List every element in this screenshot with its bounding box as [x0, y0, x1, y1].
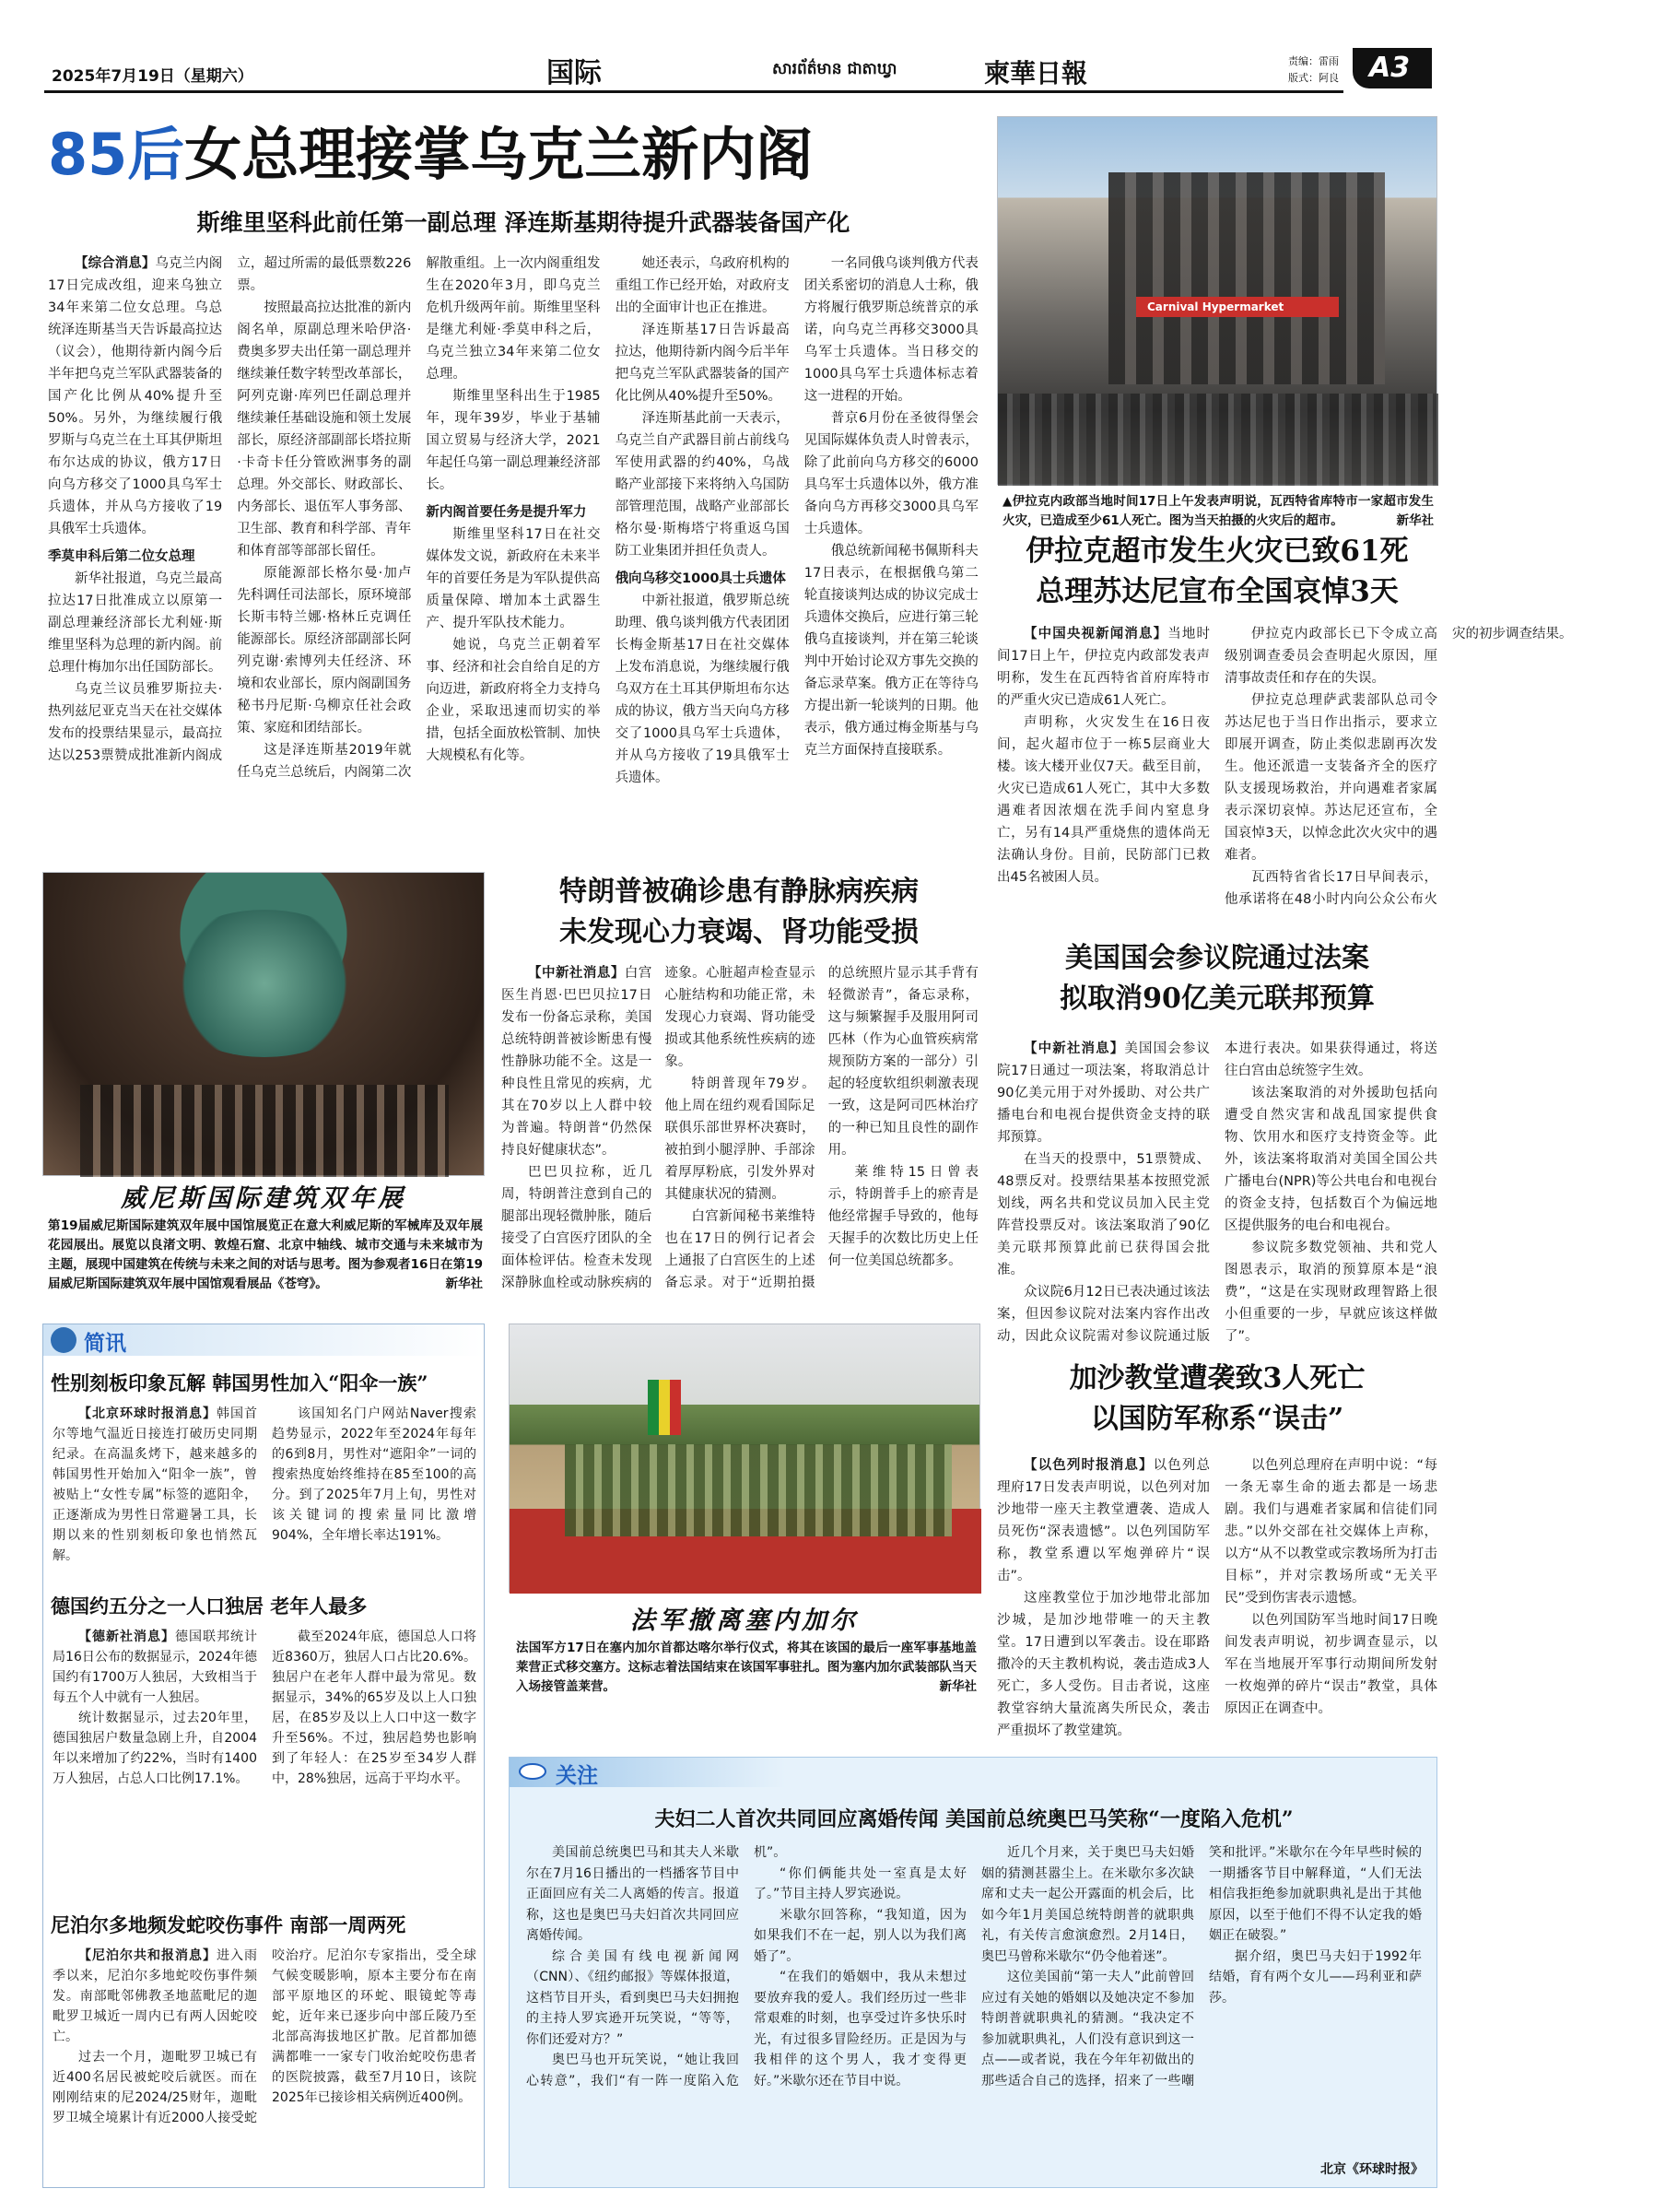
masthead [44, 46, 1437, 92]
gaza-source: 【以色列时报消息】 [1024, 1458, 1154, 1473]
lead-paragraph: 【综合消息】乌克兰内阁17日完成改组，迎来乌独立34年来第二位女总理。乌总统泽连斯基当天告诉最高拉达（议会），他期待新内阁今后半年把乌克兰军队武器装备的国产化比例从40%提升至50%。另外，为继续履行俄罗斯与乌克兰在土耳其伊斯坦布尔达成的协议，俄方17日向乌方移交了1000具乌军士兵遗体，并从乌方接收了19具俄军士兵遗体。 [48, 256, 223, 536]
pavilion-installation [154, 910, 375, 1057]
photo-credit: 新华社 [1396, 513, 1434, 528]
gaza-paragraph: 以色列总理府在声明中说：“每一条无辜生命的逝去都是一场悲剧。我们与遇难者家属和信徒们同悲。”以外交部在社交媒体上声称，以方“从不以教堂或宗教场所为打击目标”，并对宗教场所或“无关平民”受到伤害表示遗憾。 [1225, 1458, 1437, 1606]
nepal-headline: 尼泊尔多地频发蛇咬伤事件 南部一周两死 [51, 1913, 406, 1936]
lead-headline-accent: 85后 [48, 121, 185, 188]
congress-body: 【中新社消息】美国国会参议院17日通过一项法案，将取消总计90亿美元用于对外援助、对公共广播电台和电视台提供资金支持的联邦预算。 在当天的投票中，51票赞成、48票反对。投票结果基本按照党派划线，两名共和党议员加入民主党阵营投票反对。该法案取消了90亿美元联邦预算此前已获得国会批准。 众议院6月12日已表决通过该法案，但因参议院对法案内容作出改动，因此众议院需对参议院通过版本进行表决。如果获得通过，将送往白宫由总统签字生效。 该法案取消的对外援助包括向遭受自然灾害和战乱国家提供食物、饮用水和医疗支持资金等。此外，该法案将取消对美国全国公共广播电台(NPR)等公共电台和电视台的资金支持，包括数百个为偏远地区提供服务的电台和电视台。 参议院多数党领袖、共和党人图恩表示，取消的预算原本是“浪费”，“这是在实现财政理智路上很小但重要的一步，早就应该这样做了”。 [997, 1038, 1437, 1351]
senegal-photo [509, 1324, 980, 1593]
gaza-paragraph: 这座教堂位于加沙地带北部加沙城，是加沙地带唯一的天主教堂。17日遭到以军袭击。设在耶路撒冷的天主教机构说，袭击造成3人死亡，多人受伤。目击者说，这座教堂容纳大量流离失所民众，袭击严重损坏了教堂建筑。 [997, 1591, 1210, 1738]
nepal-body: 【尼泊尔共和报消息】进入雨季以来，尼泊尔多地蛇咬伤事件频发。南部毗邻佛教圣地蓝毗尼的迦毗罗卫城近一周内已有两人因蛇咬亡。 过去一个月，迦毗罗卫城已有近400名居民被蛇咬后就医。而在刚刚结束的尼2024/25财年，迦毗罗卫城全境累计有近2000人接受蛇咬治疗。尼泊尔专家指出，受全球气候变暖影响，原本主要分布在南部平原地区的环蛇、眼镜蛇等毒蛇，近年来已逐步向中部丘陵乃至北部高海拔地区扩散。尼首都加德满都唯一一家专门收治蛇咬伤患者的医院披露，截至7月10日，该院2025年已接诊相关病例近400例。 [53, 1946, 476, 2180]
brief-label-bar [43, 1324, 484, 1356]
congress-paragraph: 参议院多数党领袖、共和党人图恩表示，取消的预算原本是“浪费”，“这是在实现财政理智路上很小但重要的一步，早就应该这样做了”。 [1225, 1241, 1437, 1344]
germany-body: 【德新社消息】德国联邦统计局16日公布的数据显示，2024年德国约有1700万人独居，大致相当于每五个人中就有一人独居。 统计数据显示，过去20年里，德国独居户数量急剧上升，自2004年以来增加了约22%，当时有1400万人独居，占总人口比例17.1%。 截至2024年底，德国总人口将近8360万，独居人口占比20.6%。独居户在老年人群中最为常见。数据显示，34%的65岁及以上人口独居，在85岁及以上人口中这一数字升至56%。不过，独居趋势也影响到了年轻人：在25岁至34岁人群中，28%独居，远高于平均水平。 [53, 1627, 476, 1903]
store-sign [1136, 297, 1339, 317]
focus-label-bar [510, 1758, 786, 1787]
lead-paragraph: 她说，乌克兰正朝着军事、经济和社会自给自足的方向迈进，新政府将全力支持乌企业，采取迅速而切实的举措，包括全面放松管制、加快大规模私有化等。 [426, 638, 601, 763]
nepal-source: 【尼泊尔共和报消息】 [78, 1948, 217, 1963]
lead-subhead: 斯维里坚科此前任第一副总理 泽连斯基期待提升武器装备国产化 [196, 209, 850, 236]
iraq-paragraph: 瓦西特省省长17日早间表示，他承诺将在48小时内向公众公布火灾的初步调查结果。 [1225, 627, 1573, 907]
photo-credit: 新华社 [939, 1679, 977, 1694]
editor-label: 责编：雷雨 [1288, 55, 1339, 67]
nepal-paragraph: 过去一个月，迦毗罗卫城已有近400名居民被蛇咬后就医。而在刚刚结束的尼2024/25财年，迦毗罗卫城全境累计有近2000人接受蛇咬治疗。尼泊尔专家指出，受全球气候变暖影响，原本主要分布在南部平原地区的环蛇、眼镜蛇等毒蛇，近年来已逐步向中部丘陵乃至北部高海拔地区扩散。尼首都加德满都唯一一家专门收治蛇咬伤患者的医院披露，截至7月10日，该院2025年已接诊相关病例近400例。 [53, 1948, 476, 2125]
focus-section [509, 1757, 1437, 2188]
lead-headline [48, 109, 988, 192]
brief-label: 简讯 [84, 1331, 126, 1356]
trump-headline: 特朗普被确诊患有静脉病疾病 未发现心力衰竭、肾功能受损 [559, 876, 919, 948]
eye-icon [519, 1763, 546, 1780]
globe-icon [51, 1327, 76, 1353]
lead-source: 【综合消息】 [75, 256, 156, 271]
lead-paragraph: 原能源部长格尔曼·加卢先科调任司法部长，原环境部长斯韦特兰娜·格林丘克调任能源部长。原经济部副部长阿列克谢·索博列夫任经济、环境和农业部长，原内阁副国务秘书丹尼斯·乌柳京任社会政策、家庭和团结部长。 [237, 566, 412, 735]
venice-caption: 第19届威尼斯国际建筑双年展中国馆展览正在意大利威尼斯的军械库及双年展花园展出。展览以良渚文明、敦煌石窟、北京中轴线、城市交通与未来城市为主题，展现中国建筑在传统与未来之间的对话与思考。图为参观者16日在第19届威尼斯国际建筑双年展中国馆观看展品《苍穹》。 新华社 [48, 1217, 483, 1294]
issue-date: 2025年7月19日（星期六） [52, 67, 253, 86]
france-title: 法军撤离塞内加尔 [630, 1606, 859, 1635]
germany-paragraph: 截至2024年底，德国总人口将近8360万，独居人口占比20.6%。独居户在老年人群中最为常见。数据显示，34%的65岁及以上人口独居，在85岁及以上人口中这一数字升至56%。不过，独居趋势也影响到了年轻人：在25岁至34岁人群中，28%独居，远高于平均水平。 [272, 1630, 476, 1786]
congress-paragraph: 在当天的投票中，51票赞成、48票反对。投票结果基本按照党派划线，两名共和党议员加入民主党阵营投票反对。该法案取消了90亿美元联邦预算此前已获得国会批准。 [997, 1152, 1210, 1277]
france-caption: 法国军方17日在塞内加尔首都达喀尔举行仪式，将其在该国的最后一座军事基地盖莱营正式移交塞方。这标志着法国结束在该国军事驻扎。图为塞内加尔武装部队当天入场接管盖莱营。 新华社 [516, 1639, 977, 1697]
lead-paragraph: 新华社报道，乌克兰最高拉达17日批准成立以原第一副总理兼经济部长尤利娅·斯维里坚科为总理的新内阁。前总理什梅加尔出任国防部长。 [48, 571, 223, 675]
germany-headline: 德国约五分之一人口独居 老年人最多 [51, 1594, 368, 1618]
lead-body [48, 253, 979, 833]
focus-headline: 夫妇二人首次共同回应离婚传闻 美国前总统奥巴马笑称“一度陷入危机” [654, 1807, 1294, 1831]
gaza-body: 【以色列时报消息】以色列总理府17日发表声明说，以色列对加沙地带一座天主教堂遭袭、造成人员死伤“深表遗憾”。以色列国防军称，教堂系遭以军炮弹碎片“误击”。 这座教堂位于加沙地带北部加沙城，是加沙地带唯一的天主教堂。17日遭到以军袭击。设在耶路撒冷的天主教机构说，袭击造成3人死亡，多人受伤。目击者说，这座教堂容纳大量流离失所民众，袭击严重损坏了教堂建筑。 以色列总理府在声明中说：“每一条无辜生命的逝去都是一场悲剧。我们与遇难者家属和信徒们同悲。”以外交部在社交媒体上声称，以方“从不以教堂或宗教场所为打击目标”，并对宗教场所或“无关平民”受到伤害表示遗憾。 以色列国防军当地时间17日晚间发表声明说，初步调查显示，以军在当地展开军事行动期间所发射一枚炮弹的碎片“误击”教堂，具体原因正在调查中。 [997, 1454, 1437, 1753]
congress-paragraph: 该法案取消的对外援助包括向遭受自然灾害和战乱国家提供食物、饮用水和医疗支持资金等。此外，该法案将取消对美国全国公共广播电台(NPR)等公共电台和电视台的资金支持，包括数百个为偏远地区提供服务的电台和电视台。 [1225, 1086, 1437, 1233]
iraq-fire-photo [997, 116, 1437, 485]
korea-headline: 性别刻板印象瓦解 韩国男性加入“阳伞一族” [51, 1371, 428, 1394]
trump-paragraph: 莱维特15日曾表示，特朗普手上的瘀青是他经常握手导致的，他每天握手的次数比历史上任何一位美国总统都多。 [827, 1165, 979, 1268]
iraq-photo-caption: ▲伊拉克内政部当地时间17日上午发表声明说，瓦西特省库特市一家超市发生火灾，已造成至少61人死亡。图为当天拍摄的火灾后的超市。 新华社 [1003, 492, 1434, 531]
flag-icon [648, 1380, 681, 1435]
lead-paragraph: 她还表示，乌政府机构的重组工作已经开始，对政府支出的全面审计也正在推进。 [615, 256, 790, 315]
gaza-paragraph: 以色列国防军当地时间17日晚间发表声明说，初步调查显示，以军在当地展开军事行动期间所发射一枚炮弹的碎片“误击”教堂，具体原因正在调查中。 [1225, 1613, 1437, 1716]
trump-paragraph: 巴巴贝拉称，近几周，特朗普注意到自己的腿部出现轻微肿胀，随后接受了白宫医疗团队的全面体检评估。检查未发现深静脉血栓或动脉疾病的迹象。心脏超声检查显示心脏结构和功能正常，未发现心力衰竭、肾功能受损或其他系统性疾病的迹象。 [501, 966, 815, 1290]
focus-paragraph: “你们俩能共处一室真是太好了。”节目主持人罗宾逊说。 [754, 1865, 967, 1901]
lead-paragraph: 泽连斯基17日告诉最高拉达，他期待新内阁今后半年把乌克兰军队武器装备的国产化比例从40%提升至50%。 [615, 323, 790, 404]
korea-source: 【北京环球时报消息】 [78, 1406, 217, 1421]
lead-paragraph: 一名同俄乌谈判俄方代表团关系密切的消息人士称，俄方将履行俄罗斯总统普京的承诺，向乌克兰再移交3000具乌军士兵遗体。当日移交的1000具乌军士兵遗体标志着这一进程的开始。 [803, 256, 979, 404]
iraq-paragraph: 伊拉克内政部长已下令成立高级别调查委员会查明起火原因，厘清事故责任和存在的失误。 [1225, 627, 1437, 686]
iraq-paragraph: 声明称，火灾发生在16日夜间，起火超市位于一栋5层商业大楼。该大楼开业仅7天。截至目前，火灾已造成61人死亡，其中大多数遇难者因浓烟在洗手间内窒息身亡，另有14具严重烧焦的遗体尚无法确认身份。目前，民防部门已救出45名被困人员。 [997, 715, 1210, 885]
lead-paragraph: 这是泽连斯基2019年就任乌克兰总统后，内阁第二次解散重组。上一次内阁重组发生在2020年3月，即乌克兰危机升级两年前。斯维里坚科是继尤利娅·季莫申科之后，乌克兰独立34年来第二位女总理。 [237, 256, 601, 780]
brief-section [42, 1324, 485, 2188]
focus-body [526, 1842, 1422, 2152]
lead-subtitle: 季莫申科后第二位女总理 [48, 549, 195, 564]
germany-source: 【德新社消息】 [78, 1630, 175, 1644]
visitors [80, 1085, 449, 1177]
germany-paragraph: 统计数据显示，过去20年里，德国独居户数量急剧上升，自2004年以来增加了约22%，当时有1400万人独居，占总人口比例17.1%。 [53, 1711, 257, 1786]
focus-paragraph: 米歇尔回答称，“我知道，因为如果我们不在一起，别人以为我们离婚了”。 [754, 1907, 967, 1964]
trump-body: 【中新社消息】白宫医生肖恩·巴巴贝拉17日发布一份备忘录称，美国总统特朗普被诊断患有慢性静脉功能不全。这是一种良性且常见的疾病，尤其在70岁以上人群中较为普遍。特朗普“仍然保持良好健康状态”。 巴巴贝拉称，近几周，特朗普注意到自己的腿部出现轻微肿胀，随后接受了白宫医疗团队的全面体检评估。检查未发现深静脉血栓或动脉疾病的迹象。心脏超声检查显示心脏结构和功能正常，未发现心力衰竭、肾功能受损或其他系统性疾病的迹象。 特朗普现年79岁。他上周在纽约观看国际足联俱乐部世界杯决赛时，被拍到小腿浮肿、手部涂着厚厚粉底，引发外界对其健康状况的猜测。 白宫新闻秘书莱维特也在17日的例行记者会上通报了白宫医生的上述备忘录。对于“近期拍摄的总统照片显示其手背有轻微淤青”，备忘录称，这与频繁握手及服用阿司匹林（作为心血管疾病常规预防方案的一部分）引起的轻度软组织刺激表现一致，这是阿司匹林治疗的一种已知且良性的副作用。 莱维特15日曾表示，特朗普手上的瘀青是他经常握手导致的，他每天握手的次数比历史上任何一位美国总统都多。 [501, 962, 979, 1311]
soldiers [565, 1444, 952, 1536]
layout-label: 版式：阿良 [1288, 72, 1339, 84]
masthead-rule [44, 90, 1343, 93]
page-number-badge [1353, 48, 1432, 88]
focus-label: 关注 [556, 1763, 598, 1788]
trump-source: 【中新社消息】 [528, 966, 625, 981]
congress-source: 【中新社消息】 [1024, 1041, 1125, 1056]
iraq-headline: 伊拉克超市发生火灾已致61死 总理苏达尼宣布全国哀悼3天 [1026, 535, 1409, 608]
iraq-paragraph: 伊拉克总理萨武裴部队总司令苏达尼也于当日作出指示，要求立即展开调查，防止类似悲剧再次发生。他还派遣一支装备齐全的医疗队支援现场救治，并向遇难者家属表示深切哀悼。苏达尼还宣布，全国哀悼3天，以悼念此次火灾中的遇难者。 [1225, 693, 1437, 863]
focus-paragraph: 奥巴马也开玩笑说，“她让我回心转意”，我们“有一阵一度陷入危机”。 [526, 1845, 787, 2088]
venice-photo [42, 872, 485, 1176]
iraq-body: 【中国央视新闻消息】当地时间17日上午，伊拉克内政部发表声明称，发生在瓦西特省首府库特市的严重火灾已造成61人死亡。 声明称，火灾发生在16日夜间，起火超市位于一栋5层商业大楼。该大楼开业仅7天。截至目前，火灾已造成61人死亡，其中大多数遇难者因浓烟在洗手间内窒息身亡，另有14具严重烧焦的遗体尚无法确认身份。目前，民防部门已救出45名被困人员。 伊拉克内政部长已下令成立高级别调查委员会查明起火原因，厘清事故责任和存在的失误。 伊拉克总理萨武裴部队总司令苏达尼也于当日作出指示，要求立即展开调查，防止类似悲剧再次发生。他还派遣一支装备齐全的医疗队支援现场救治，并向遇难者家属表示深切哀悼。苏达尼还宣布，全国哀悼3天，以悼念此次火灾中的遇难者。 瓦西特省省长17日早间表示，他承诺将在48小时内向公众公布火灾的初步调查结果。 [997, 623, 1437, 927]
lead-paragraph: 泽连斯基此前一天表示，乌克兰自产武器目前占前线乌军使用武器的约40%，乌战略产业部接下来将纳入乌国防部管理范围，战略产业部部长格尔曼·斯梅塔宁将重返乌国防工业集团并担任负责人。 [615, 411, 790, 559]
gaza-headline: 加沙教堂遭袭致3人死亡 以国防军称系“误击” [1069, 1362, 1366, 1435]
lead-paragraph: 普京6月份在圣彼得堡会见国际媒体负责人时曾表示，除了此前向乌方移交的6000具乌军士兵遗体以外，俄方准备向乌方再移交3000具乌军士兵遗体。 [803, 411, 979, 536]
crowd [998, 394, 1438, 486]
focus-paragraph: 据介绍，奥巴马夫妇于1992年结婚，育有两个女儿——玛利亚和萨莎。 [1209, 1948, 1422, 2006]
focus-credit: 北京《环球时报》 [1320, 2162, 1424, 2177]
section-title: 国际 [546, 57, 602, 89]
korea-body: 【北京环球时报消息】韩国首尔等地气温近日接连打破历史同期纪录。在高温炙烤下，越来越多的韩国男性开始加入“阳伞一族”，曾被贴上“女性专属”标签的遮阳伞，正逐渐成为男性日常避暑工具，长期以来的性别刻板印象也悄然瓦解。 该国知名门户网站Naver搜索趋势显示，2022年至2024年每年的6到8月，男性对“遮阳伞”一词的搜索热度始终维持在85至100的高分。到了2025年7月上旬，男性对该关键词的搜索量同比激增904%，全年增长率达191%。 [53, 1404, 476, 1588]
lead-paragraph: 斯维里坚科出生于1985年，现年39岁，毕业于基辅国立贸易与经济大学，2021年起任乌第一副总理兼经济部长。 [426, 389, 601, 492]
photo-credit: 新华社 [445, 1277, 483, 1291]
trump-paragraph: 白宫新闻秘书莱维特也在17日的例行记者会上通报了白宫医生的上述备忘录。对于“近期拍摄的总统照片显示其手背有轻微淤青”，备忘录称，这与频繁握手及服用阿司匹林（作为心血管疾病常规预防方案的一部分）引起的轻度软组织刺激表现一致，这是阿司匹林治疗的一种已知且良性的副作用。 [664, 966, 979, 1290]
venice-title: 威尼斯国际建筑双年展 [121, 1184, 406, 1213]
lead-paragraph: 中新社报道，俄罗斯总统助理、俄乌谈判俄方代表团团长梅金斯基17日在社交媒体上发布消息说，为继续履行俄乌双方在土耳其伊斯坦布尔达成的协议，俄方当天向乌方移交了1000具乌军士兵遗体，并从乌方接收了19具俄军士兵遗体。 [615, 594, 790, 785]
korea-paragraph: 该国知名门户网站Naver搜索趋势显示，2022年至2024年每年的6到8月，男性对“遮阳伞”一词的搜索热度始终维持在85至100的高分。到了2025年7月上旬，男性对该关键词的搜索量同比激增904%，全年增长率达191%。 [272, 1406, 476, 1543]
iraq-source: 【中国央视新闻消息】 [1024, 627, 1168, 641]
burned-building [1108, 172, 1385, 384]
focus-paragraph: “在我们的婚姻中，我从未想过要放弃我的爱人。我们经历过一些非常艰难的时刻，也享受过许多快乐时光，有过很多冒险经历。正是因为与我相伴的这个男人，我才变得更好。”米歇尔还在节目中说。 [754, 1970, 967, 2088]
lead-subtitle: 俄向乌移交1000具士兵遗体 [615, 571, 786, 586]
lead-paragraph: 乌克兰议员雅罗斯拉夫·热列兹尼亚克当天在社交媒体发布的投票结果显示，最高拉达以253票赞成批准新内阁成立，超过所需的最低票数226票。 [48, 256, 412, 763]
page-number: A3 [1369, 52, 1411, 84]
lead-paragraph: 俄总统新闻秘书佩斯科夫17日表示，在根据俄乌第二轮直接谈判达成的协议完成士兵遗体交换后，应进行第三轮俄乌直接谈判，并在第三轮谈判中开始讨论双方事先交换的备忘录草案。俄方正在等待乌方提出新一轮谈判的日期。他表示，俄方通过梅金斯基与乌克兰方面保持直接联系。 [803, 544, 979, 758]
lead-subtitle: 新内阁首要任务是提升军力 [426, 505, 587, 520]
lead-paragraph: 斯维里坚科17日在社交媒体发文说，新政府在未来半年的首要任务是为军队提供高质量保障、增加本土武器生产、提升军队技术能力。 [426, 527, 601, 630]
focus-paragraph: 近几个月来，关于奥巴马夫妇婚姻的猜测甚嚣尘上。在米歇尔多次缺席和丈夫一起公开露面的机会后，比如今年1月美国总统特朗普的就职典礼，有关传言愈演愈烈。2月14日，奥巴马曾称米歇尔“仍令他着迷”。 [981, 1845, 1194, 1964]
store-sign-text: Carnival Hypermarket [1147, 300, 1284, 313]
focus-paragraph: 美国前总统奥巴马和其夫人米歇尔在7月16日播出的一档播客节目中正面回应有关二人离婚的传言。报道称，这也是奥巴马夫妇首次共同回应离婚传闻。 [526, 1845, 739, 1943]
focus-paragraph: 这位美国前“第一夫人”此前曾回应过有关她的婚姻以及她决定不参加特朗普就职典礼的猜测。“我决定不参加就职典礼，人们没有意识到这一点——或者说，我在今年年初做出的那些适合自己的选择，招来了一些嘲笑和批评。”米歇尔在今年早些时候的一期播客节目中解释道，“人们无法相信我拒绝参加就职典礼是出于其他原因，以至于他们不得不认定我的婚姻正在破裂。” [981, 1845, 1422, 2088]
congress-paragraph: 众议院6月12日已表决通过该法案，但因参议院对法案内容作出改动，因此众议院需对参议院通过版本进行表决。如果获得通过，将送往白宫由总统签字生效。 [997, 1041, 1437, 1344]
congress-headline: 美国国会参议院通过法案 拟取消90亿美元联邦预算 [1060, 942, 1375, 1015]
lead-paragraph: 按照最高拉达批准的新内阁名单，原副总理米哈伊洛·费奥多罗夫出任第一副总理并继续兼任数字转型改革部长，阿列克谢·库列巴任副总理并继续兼任基础设施和领土发展部长，原经济部副部长塔拉斯·卡奇卡任分管欧洲事务的副总理。外交部长、财政部长、内务部长、退伍军人事务部、卫生部、教育和科学部、青年和体育部等部部长留任。 [237, 300, 412, 559]
trump-paragraph: 特朗普现年79岁。他上周在纽约观看国际足联俱乐部世界杯决赛时，被拍到小腿浮肿、手部涂着厚厚粉底，引发外界对其健康状况的猜测。 [664, 1077, 815, 1202]
paper-khmer-name: សារព័ត៌មាន ជាតាឃ្វា [772, 60, 897, 78]
focus-paragraph: 综合美国有线电视新闻网（CNN）、《纽约邮报》等媒体报道，这档节目开头，看到奥巴马夫妇拥抱的主持人罗宾逊开玩笑说，“等等，你们还爱对方？” [526, 1948, 739, 2047]
lead-headline-rest: 女总理接掌乌克兰新内阁 [184, 121, 814, 188]
paper-name: 柬華日報 [984, 58, 1088, 88]
